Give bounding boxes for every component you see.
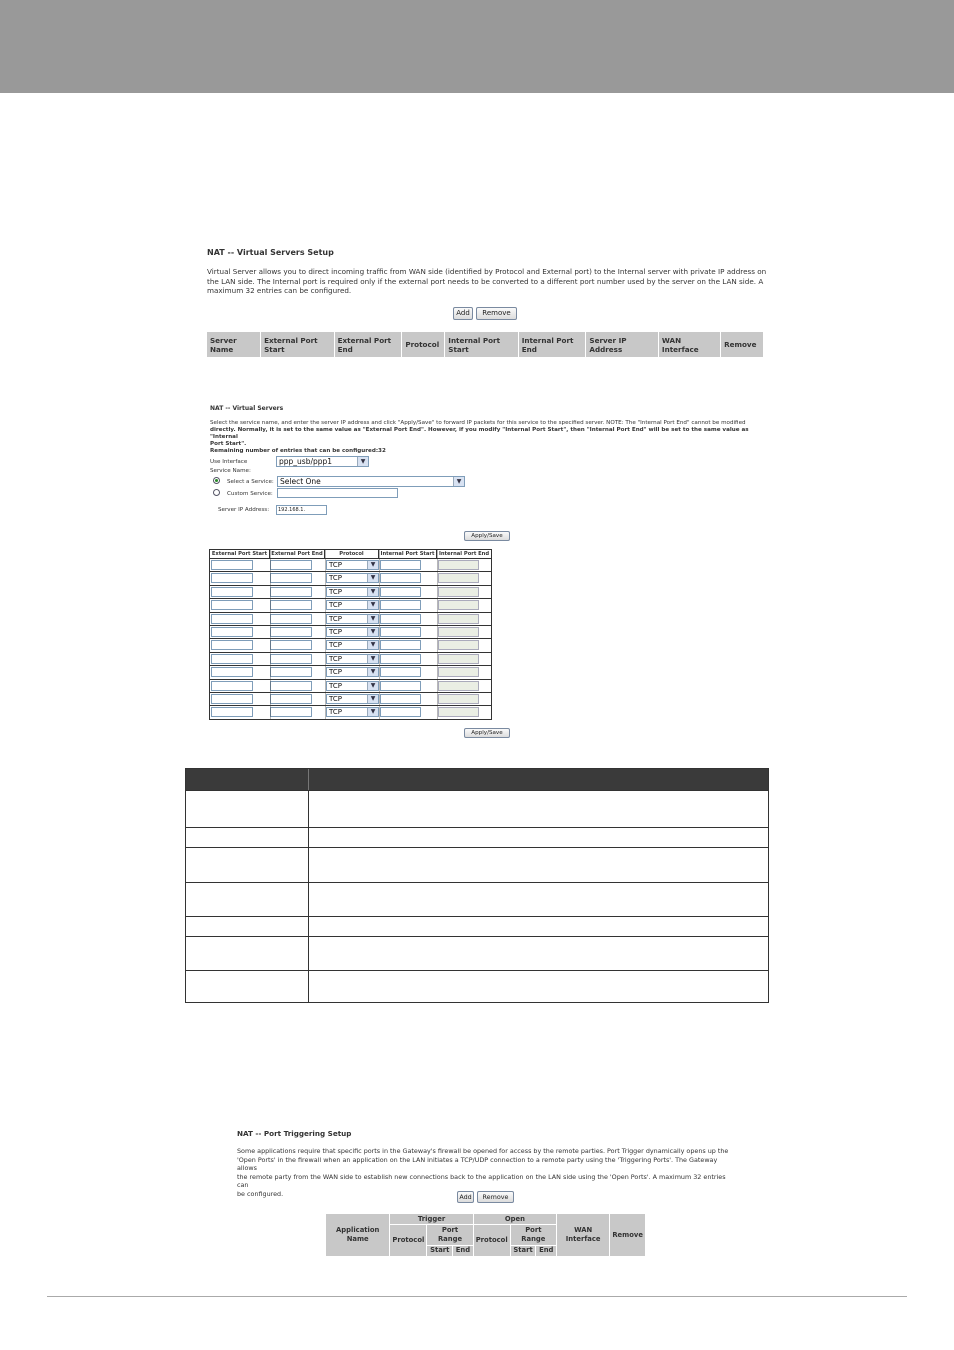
- description-table-header: [186, 769, 768, 790]
- col-wan-interface: WAN Interface: [658, 332, 720, 358]
- use-interface-value: ppp_usb/ppp1: [279, 457, 333, 466]
- protocol-value: TCP: [329, 641, 342, 650]
- select-service-radio[interactable]: [213, 477, 220, 484]
- internal-port-end-input: [438, 640, 479, 650]
- port-triggering-title: NAT -- Port Triggering Setup: [237, 1129, 352, 1138]
- protocol-value: TCP: [329, 695, 342, 703]
- internal-port-end-input: [438, 600, 479, 610]
- external-port-end-input[interactable]: [270, 681, 312, 691]
- table-header-row: [326, 1214, 646, 1225]
- external-port-start-input[interactable]: [211, 667, 253, 677]
- protocol-value: TCP: [329, 681, 342, 690]
- col-open: Open: [473, 1214, 556, 1225]
- virtual-servers-instructions: [210, 420, 766, 455]
- chevron-down-icon: ▼: [367, 708, 378, 716]
- grid-header-external-port-start: External Port Start: [210, 550, 270, 558]
- protocol-value: TCP: [329, 614, 342, 623]
- remove-button[interactable]: Remove: [476, 307, 517, 320]
- protocol-value: TCP: [329, 628, 342, 636]
- protocol-value: TCP: [329, 654, 342, 663]
- external-port-start-input[interactable]: [211, 654, 253, 664]
- col-internal-port-end: Internal Port End: [518, 332, 586, 358]
- protocol-select[interactable]: [326, 640, 379, 650]
- apply-save-button-top[interactable]: Apply/Save: [464, 531, 510, 541]
- internal-port-start-input[interactable]: [380, 627, 421, 637]
- grid-header-internal-port-start: Internal Port Start: [379, 550, 437, 558]
- protocol-select[interactable]: [326, 681, 379, 691]
- internal-port-start-input[interactable]: [380, 667, 421, 677]
- chevron-down-icon: ▼: [367, 641, 378, 649]
- external-port-end-input[interactable]: [270, 640, 312, 650]
- internal-port-end-input: [438, 654, 479, 664]
- protocol-value: TCP: [329, 601, 342, 610]
- select-service-select[interactable]: [277, 476, 465, 487]
- external-port-end-input[interactable]: [270, 707, 312, 717]
- select-service-value: Select One: [280, 477, 321, 486]
- external-port-end-input[interactable]: [270, 627, 312, 637]
- chevron-down-icon: ▼: [367, 574, 378, 582]
- protocol-value: TCP: [329, 708, 342, 717]
- description-line: 'Open Ports' in the firewall when an application on the LAN initiates a TCP/UDP connection to a remote party using the 'Triggering Ports'. The Gateway allows: [237, 1155, 718, 1173]
- table-row: [186, 790, 768, 827]
- instruction-line: directly. Normally, it is set to the same value as "External Port End". However, if you modify "Internal Port Start", then "Internal Port End" will be set to the same value as "Internal: [210, 427, 749, 440]
- chevron-down-icon: ▼: [357, 457, 368, 466]
- col-trigger-end: End: [453, 1245, 474, 1256]
- chevron-down-icon: ▼: [367, 628, 378, 636]
- grid-column-divider: [437, 550, 438, 719]
- protocol-select[interactable]: [326, 654, 379, 664]
- chevron-down-icon: ▼: [367, 615, 378, 623]
- protocol-value: TCP: [329, 587, 342, 596]
- internal-port-end-input: [438, 627, 479, 637]
- protocol-select[interactable]: [326, 707, 379, 717]
- col-open-protocol: Protocol: [473, 1225, 510, 1257]
- external-port-end-input[interactable]: [270, 560, 312, 570]
- internal-port-end-input: [438, 573, 479, 583]
- protocol-select[interactable]: [326, 600, 379, 610]
- apply-save-button-bottom[interactable]: Apply/Save: [464, 728, 510, 738]
- trigger-add-button[interactable]: Add: [457, 1191, 474, 1203]
- col-open-port-range: Port Range: [510, 1225, 556, 1246]
- internal-port-start-input[interactable]: [380, 681, 421, 691]
- internal-port-end-input: [438, 694, 479, 704]
- external-port-end-input[interactable]: [270, 694, 312, 704]
- col-external-port-start: External Port Start: [261, 332, 335, 358]
- external-port-start-input[interactable]: [211, 627, 253, 637]
- chevron-down-icon: ▼: [367, 561, 378, 569]
- description-line: be configured.: [237, 1189, 284, 1198]
- protocol-value: TCP: [329, 574, 342, 583]
- table-row: [186, 916, 768, 936]
- external-port-start-input[interactable]: [211, 707, 253, 717]
- external-port-start-input[interactable]: [211, 573, 253, 583]
- grid-header-external-port-end: External Port End: [270, 550, 325, 558]
- chevron-down-icon: ▼: [453, 477, 464, 486]
- internal-port-end-input: [438, 667, 479, 677]
- description-line: Virtual Server allows you to direct incoming traffic from WAN side (identified by Protocol and External port) to the Internal server with private IP address on: [207, 267, 767, 276]
- server-ip-label: Server IP Address:: [218, 507, 270, 513]
- table-row: [186, 882, 768, 916]
- service-name-label: Service Name:: [210, 468, 251, 474]
- protocol-value: TCP: [329, 668, 342, 677]
- internal-port-end-input: [438, 707, 479, 717]
- port-triggering-table: [325, 1213, 646, 1257]
- protocol-select[interactable]: [326, 694, 379, 704]
- trigger-remove-button[interactable]: Remove: [477, 1191, 514, 1203]
- chevron-down-icon: ▼: [367, 588, 378, 596]
- external-port-start-input[interactable]: [211, 640, 253, 650]
- external-port-end-input[interactable]: [270, 654, 312, 664]
- col-trigger-start: Start: [427, 1245, 453, 1256]
- internal-port-end-input: [438, 587, 479, 597]
- chevron-down-icon: ▼: [367, 695, 378, 703]
- internal-port-start-input[interactable]: [380, 614, 421, 624]
- external-port-start-input[interactable]: [211, 560, 253, 570]
- footer-divider: [47, 1296, 907, 1297]
- internal-port-start-input[interactable]: [380, 587, 421, 597]
- custom-service-radio[interactable]: [213, 489, 220, 496]
- description-line: the LAN side. The Internal port is required only if the external port needs to be converted to a different port number used by the server on the LAN side. A: [207, 276, 764, 286]
- col-server-name: Server Name: [207, 332, 261, 358]
- internal-port-end-input: [438, 681, 479, 691]
- protocol-select[interactable]: [326, 627, 379, 637]
- remaining-entries: Remaining number of entries that can be configured:32: [210, 448, 386, 454]
- external-port-end-input[interactable]: [270, 587, 312, 597]
- page-header-band: [0, 0, 954, 93]
- col-trigger: Trigger: [390, 1214, 473, 1225]
- internal-port-start-input[interactable]: [380, 707, 421, 717]
- grid-column-divider: [379, 550, 380, 719]
- internal-port-end-input: [438, 560, 479, 570]
- external-port-start-input[interactable]: [211, 587, 253, 597]
- virtual-servers-title: NAT -- Virtual Servers: [210, 405, 284, 412]
- chevron-down-icon: ▼: [367, 682, 378, 690]
- col-trigger-protocol: Protocol: [390, 1225, 427, 1257]
- internal-port-start-input[interactable]: [380, 600, 421, 610]
- chevron-down-icon: ▼: [367, 668, 378, 676]
- protocol-select[interactable]: [326, 587, 379, 597]
- port-entry-grid: [209, 549, 492, 720]
- table-row: [186, 970, 768, 1002]
- server-ip-value: 192.168.1.: [278, 507, 306, 513]
- use-interface-label: Use Interface: [210, 459, 248, 465]
- external-port-start-input[interactable]: [211, 681, 253, 691]
- protocol-value: TCP: [329, 561, 342, 569]
- protocol-select[interactable]: [326, 560, 379, 570]
- internal-port-start-input[interactable]: [380, 654, 421, 664]
- virtual-servers-table: [206, 331, 764, 358]
- table-row: [186, 936, 768, 970]
- external-port-start-input[interactable]: [211, 600, 253, 610]
- internal-port-start-input[interactable]: [380, 573, 421, 583]
- instruction-line: Port Start".: [210, 441, 247, 447]
- description-line: Some applications require that specific ports in the Gateway's firewall be opened for access by the remote parties. Port Trigger dynamically opens up the: [237, 1147, 729, 1155]
- virtual-servers-setup-title: NAT -- Virtual Servers Setup: [207, 248, 334, 257]
- chevron-down-icon: ▼: [367, 655, 378, 663]
- table-row: [186, 847, 768, 882]
- description-line: maximum 32 entries can be configured.: [207, 286, 352, 296]
- description-line: the remote party from the WAN side to establish new connections back to the application on the LAN side using the 'Open Ports'. A maximum 32 entries can: [237, 1172, 726, 1190]
- col-remove: Remove: [721, 332, 764, 358]
- internal-port-start-input[interactable]: [380, 640, 421, 650]
- col-internal-port-start: Internal Port Start: [445, 332, 518, 358]
- instruction-line: Select the service name, and enter the server IP address and click "Apply/Save" to forward IP packets for this service to the specified server. NOTE: The "Internal Port End" cannot be modified: [210, 420, 746, 426]
- col-trigger-port-range: Port Range: [427, 1225, 473, 1246]
- grid-header-internal-port-end: Internal Port End: [438, 551, 490, 557]
- server-ip-input[interactable]: [276, 505, 327, 515]
- description-table: [185, 768, 769, 1003]
- table-row: [186, 827, 768, 847]
- add-button[interactable]: Add: [453, 307, 473, 320]
- grid-column-divider: [325, 550, 326, 719]
- external-port-start-input[interactable]: [211, 694, 253, 704]
- external-port-end-input[interactable]: [270, 573, 312, 583]
- col-protocol: Protocol: [402, 332, 445, 358]
- col-remove: Remove: [610, 1214, 646, 1257]
- col-application-name: Application Name: [326, 1214, 390, 1257]
- grid-column-divider: [270, 550, 271, 719]
- virtual-servers-setup-description: [207, 267, 767, 296]
- col-open-start: Start: [510, 1245, 536, 1256]
- select-service-label: Select a Service:: [227, 479, 274, 485]
- protocol-select[interactable]: [326, 667, 379, 677]
- use-interface-select[interactable]: [276, 456, 369, 467]
- col-wan-interface: WAN Interface: [557, 1214, 610, 1257]
- external-port-end-input[interactable]: [270, 667, 312, 677]
- external-port-end-input[interactable]: [270, 600, 312, 610]
- table-header-row: [207, 332, 764, 358]
- col-server-ip-address: Server IP Address: [586, 332, 659, 358]
- custom-service-label: Custom Service:: [227, 491, 273, 497]
- external-port-start-input[interactable]: [211, 614, 253, 624]
- internal-port-start-input[interactable]: [380, 694, 421, 704]
- custom-service-input[interactable]: [277, 488, 398, 498]
- external-port-end-input[interactable]: [270, 614, 312, 624]
- col-open-end: End: [536, 1245, 557, 1256]
- chevron-down-icon: ▼: [367, 601, 378, 609]
- internal-port-end-input: [438, 614, 479, 624]
- internal-port-start-input[interactable]: [380, 560, 421, 570]
- protocol-select[interactable]: [326, 614, 379, 624]
- col-external-port-end: External Port End: [334, 332, 402, 358]
- grid-header-protocol: Protocol: [325, 550, 379, 558]
- protocol-select[interactable]: [326, 573, 379, 583]
